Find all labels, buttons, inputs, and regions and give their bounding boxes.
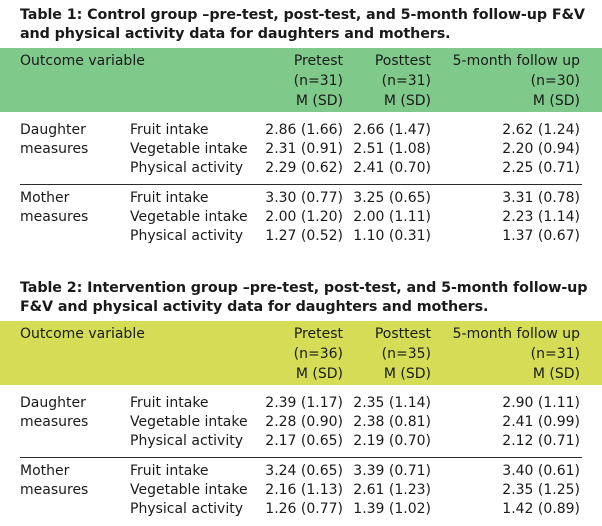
followup-cell: 2.20 (0.94) (502, 141, 580, 157)
pretest-column-heading: Pretest (n=36) M (SD) (293, 326, 343, 382)
measure-label: Fruit intake (130, 190, 209, 206)
posttest-cell: 2.00 (1.11) (353, 209, 431, 225)
table-1-caption: Table 1: Control group –pre-test, post-test, and 5-month follow-up F&V and physical activity data for daughters and mothers. (20, 7, 585, 42)
table-row (0, 227, 602, 246)
daughter-measures-group (0, 121, 602, 181)
group-label: Daughter measures (20, 395, 89, 430)
followup-cell: 2.35 (1.25) (502, 482, 580, 498)
group-label: Mother measures (20, 463, 89, 498)
group-divider (20, 457, 582, 458)
table-row (0, 208, 602, 227)
followup-cell: 1.42 (0.89) (502, 501, 580, 517)
group-label: Daughter measures (20, 122, 89, 157)
measure-label: Fruit intake (130, 395, 209, 411)
measure-label: Vegetable intake (130, 209, 248, 225)
measure-label: Physical activity (130, 433, 244, 449)
table-row (0, 394, 602, 413)
pretest-cell: 3.30 (0.77) (265, 190, 343, 206)
followup-column-heading: 5-month follow up (n=31) M (SD) (452, 326, 580, 382)
measure-label: Fruit intake (130, 122, 209, 138)
followup-cell: 2.90 (1.11) (502, 395, 580, 411)
pretest-cell: 1.26 (0.77) (265, 501, 343, 517)
followup-cell: 2.25 (0.71) (502, 160, 580, 176)
table-2-caption: Table 2: Intervention group –pre-test, post-test, and 5-month follow-up F&V and physical activity data for daughters and mothers. (20, 280, 588, 315)
pretest-cell: 2.17 (0.65) (265, 433, 343, 449)
pretest-cell: 2.39 (1.17) (265, 395, 343, 411)
followup-cell: 1.37 (0.67) (502, 228, 580, 244)
posttest-cell: 2.19 (0.70) (353, 433, 431, 449)
table-header (0, 48, 602, 112)
posttest-column-heading: Posttest (n=31) M (SD) (374, 53, 431, 109)
posttest-cell: 3.25 (0.65) (353, 190, 431, 206)
posttest-cell: 2.41 (0.70) (353, 160, 431, 176)
followup-cell: 3.31 (0.78) (502, 190, 580, 206)
table-row (0, 159, 602, 178)
outcome-variable-heading: Outcome variable (20, 326, 145, 342)
pretest-cell: 2.31 (0.91) (265, 141, 343, 157)
followup-cell: 2.41 (0.99) (502, 414, 580, 430)
table-row (0, 121, 602, 140)
posttest-cell: 2.35 (1.14) (353, 395, 431, 411)
group-divider (20, 184, 582, 185)
group-label: Mother measures (20, 190, 89, 225)
posttest-cell: 1.10 (0.31) (353, 228, 431, 244)
followup-cell: 2.23 (1.14) (502, 209, 580, 225)
table-header (0, 321, 602, 385)
pretest-column-heading: Pretest (n=31) M (SD) (293, 53, 343, 109)
posttest-cell: 2.66 (1.47) (353, 122, 431, 138)
table-row (0, 140, 602, 159)
followup-cell: 2.12 (0.71) (502, 433, 580, 449)
mother-measures-group (0, 458, 602, 518)
followup-cell: 3.40 (0.61) (502, 463, 580, 479)
table-1 (0, 48, 602, 245)
pretest-cell: 1.27 (0.52) (265, 228, 343, 244)
pretest-cell: 2.28 (0.90) (265, 414, 343, 430)
pretest-cell: 2.00 (1.20) (265, 209, 343, 225)
table-row (0, 189, 602, 208)
posttest-cell: 1.39 (1.02) (353, 501, 431, 517)
table-row (0, 462, 602, 481)
pretest-cell: 3.24 (0.65) (265, 463, 343, 479)
table-row (0, 481, 602, 500)
measure-label: Physical activity (130, 228, 244, 244)
followup-cell: 2.62 (1.24) (502, 122, 580, 138)
outcome-variable-heading: Outcome variable (20, 53, 145, 69)
measure-label: Fruit intake (130, 463, 209, 479)
pretest-cell: 2.86 (1.66) (265, 122, 343, 138)
measure-label: Physical activity (130, 501, 244, 517)
posttest-column-heading: Posttest (n=35) M (SD) (374, 326, 431, 382)
measure-label: Vegetable intake (130, 414, 248, 430)
posttest-cell: 3.39 (0.71) (353, 463, 431, 479)
daughter-measures-group (0, 394, 602, 454)
table-row (0, 413, 602, 432)
measure-label: Vegetable intake (130, 141, 248, 157)
posttest-cell: 2.38 (0.81) (353, 414, 431, 430)
measure-label: Physical activity (130, 160, 244, 176)
followup-column-heading: 5-month follow up (n=30) M (SD) (452, 53, 580, 109)
posttest-cell: 2.51 (1.08) (353, 141, 431, 157)
measure-label: Vegetable intake (130, 482, 248, 498)
pretest-cell: 2.16 (1.13) (265, 482, 343, 498)
table-2 (0, 321, 602, 518)
table-row (0, 500, 602, 519)
mother-measures-group (0, 185, 602, 245)
posttest-cell: 2.61 (1.23) (353, 482, 431, 498)
pretest-cell: 2.29 (0.62) (265, 160, 343, 176)
table-row (0, 432, 602, 451)
